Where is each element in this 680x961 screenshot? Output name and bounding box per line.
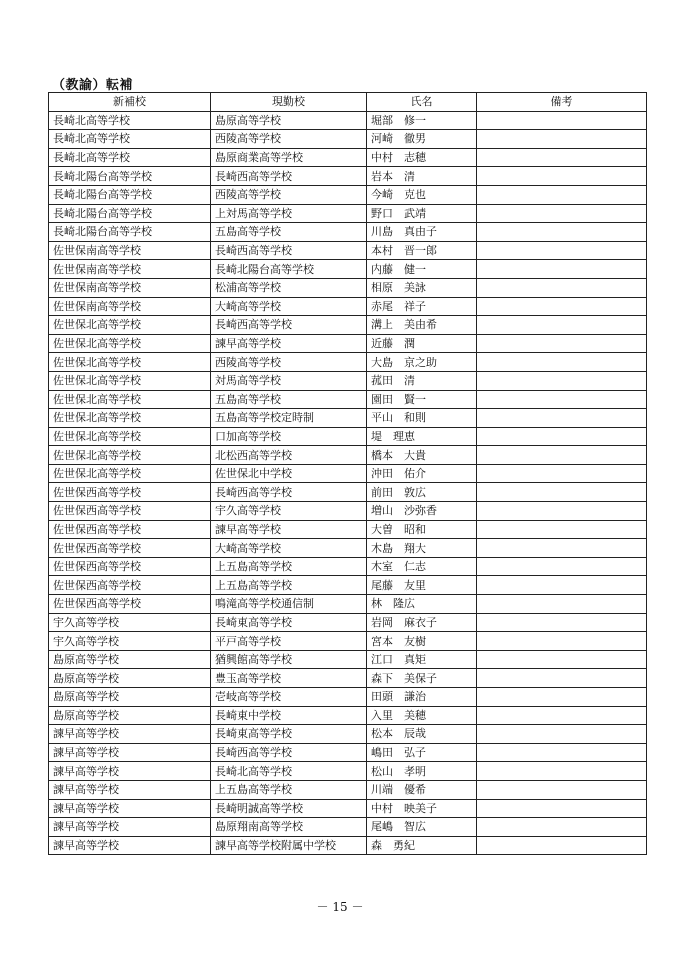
cell-name: 菰田 清	[367, 371, 477, 390]
cell-current-school: 長崎東中学校	[211, 706, 367, 725]
cell-new-school: 諫早高等学校	[49, 799, 211, 818]
cell-new-school: 長崎北陽台高等学校	[49, 204, 211, 223]
cell-remarks	[477, 799, 647, 818]
cell-name: 園田 賢一	[367, 390, 477, 409]
cell-current-school: 西陵高等学校	[211, 185, 367, 204]
cell-name: 大島 京之助	[367, 353, 477, 372]
table-row	[49, 780, 647, 799]
table-row	[49, 371, 647, 390]
cell-remarks	[477, 204, 647, 223]
cell-remarks	[477, 688, 647, 707]
cell-remarks	[477, 241, 647, 260]
cell-name: 松山 孝明	[367, 762, 477, 781]
cell-new-school: 佐世保西高等学校	[49, 520, 211, 539]
cell-remarks	[477, 185, 647, 204]
cell-new-school: 佐世保西高等学校	[49, 539, 211, 558]
cell-name: 中村 映美子	[367, 799, 477, 818]
table-row	[49, 743, 647, 762]
cell-new-school: 佐世保北高等学校	[49, 334, 211, 353]
cell-current-school: 上五島高等学校	[211, 780, 367, 799]
cell-name: 今崎 克也	[367, 185, 477, 204]
table-row	[49, 836, 647, 855]
cell-new-school: 佐世保北高等学校	[49, 390, 211, 409]
cell-current-school: 諫早高等学校	[211, 520, 367, 539]
cell-new-school: 諫早高等学校	[49, 743, 211, 762]
cell-new-school: 佐世保南高等学校	[49, 278, 211, 297]
cell-new-school: 諫早高等学校	[49, 836, 211, 855]
cell-current-school: 上五島高等学校	[211, 557, 367, 576]
cell-current-school: 長崎北高等学校	[211, 762, 367, 781]
cell-name: 江口 真矩	[367, 650, 477, 669]
cell-name: 内藤 健一	[367, 260, 477, 279]
cell-current-school: 長崎西高等学校	[211, 483, 367, 502]
cell-new-school: 島原高等学校	[49, 688, 211, 707]
cell-remarks	[477, 818, 647, 837]
cell-remarks	[477, 725, 647, 744]
cell-name: 中村 志穂	[367, 148, 477, 167]
cell-current-school: 北松西高等学校	[211, 446, 367, 465]
cell-new-school: 佐世保北高等学校	[49, 371, 211, 390]
table-row	[49, 706, 647, 725]
cell-current-school: 西陵高等学校	[211, 130, 367, 149]
table-row	[49, 427, 647, 446]
table-row	[49, 669, 647, 688]
cell-name: 森 勇紀	[367, 836, 477, 855]
cell-remarks	[477, 260, 647, 279]
cell-current-school: 佐世保北中学校	[211, 464, 367, 483]
table-row	[49, 520, 647, 539]
cell-current-school: 宇久高等学校	[211, 502, 367, 521]
cell-new-school: 諫早高等学校	[49, 762, 211, 781]
cell-remarks	[477, 669, 647, 688]
cell-current-school: 諫早高等学校附属中学校	[211, 836, 367, 855]
cell-name: 岩本 清	[367, 167, 477, 186]
cell-name: 尾嶋 智広	[367, 818, 477, 837]
cell-remarks	[477, 148, 647, 167]
cell-remarks	[477, 483, 647, 502]
table-row	[49, 353, 647, 372]
cell-new-school: 佐世保北高等学校	[49, 446, 211, 465]
cell-current-school: 長崎明誠高等学校	[211, 799, 367, 818]
table-row	[49, 576, 647, 595]
cell-new-school: 佐世保南高等学校	[49, 241, 211, 260]
cell-new-school: 諫早高等学校	[49, 780, 211, 799]
cell-new-school: 島原高等学校	[49, 706, 211, 725]
table-row	[49, 390, 647, 409]
cell-name: 野口 武靖	[367, 204, 477, 223]
cell-new-school: 宇久高等学校	[49, 613, 211, 632]
cell-remarks	[477, 780, 647, 799]
cell-new-school: 佐世保北高等学校	[49, 353, 211, 372]
cell-remarks	[477, 297, 647, 316]
cell-current-school: 口加高等学校	[211, 427, 367, 446]
cell-remarks	[477, 409, 647, 428]
cell-remarks	[477, 557, 647, 576]
cell-name: 堤 理恵	[367, 427, 477, 446]
cell-current-school: 平戸高等学校	[211, 632, 367, 651]
cell-remarks	[477, 650, 647, 669]
cell-name: 溝上 美由希	[367, 316, 477, 335]
cell-remarks	[477, 427, 647, 446]
cell-name: 堀部 修一	[367, 111, 477, 130]
cell-name: 木島 翔大	[367, 539, 477, 558]
cell-new-school: 長崎北陽台高等学校	[49, 223, 211, 242]
cell-remarks	[477, 446, 647, 465]
cell-current-school: 長崎北陽台高等学校	[211, 260, 367, 279]
cell-name: 森下 美保子	[367, 669, 477, 688]
section-heading: （教諭）転補	[52, 78, 134, 93]
cell-remarks	[477, 111, 647, 130]
cell-new-school: 長崎北高等学校	[49, 130, 211, 149]
table-row	[49, 483, 647, 502]
table-row	[49, 539, 647, 558]
cell-new-school: 佐世保北高等学校	[49, 316, 211, 335]
cell-new-school: 長崎北高等学校	[49, 148, 211, 167]
cell-remarks	[477, 334, 647, 353]
cell-new-school: 佐世保北高等学校	[49, 464, 211, 483]
cell-current-school: 西陵高等学校	[211, 353, 367, 372]
cell-new-school: 諫早高等学校	[49, 818, 211, 837]
cell-remarks	[477, 167, 647, 186]
cell-name: 嶋田 弘子	[367, 743, 477, 762]
cell-remarks	[477, 613, 647, 632]
cell-new-school: 佐世保北高等学校	[49, 409, 211, 428]
table-row	[49, 799, 647, 818]
cell-name: 沖田 佑介	[367, 464, 477, 483]
cell-remarks	[477, 576, 647, 595]
cell-remarks	[477, 223, 647, 242]
cell-current-school: 壱岐高等学校	[211, 688, 367, 707]
table-row	[49, 613, 647, 632]
cell-remarks	[477, 539, 647, 558]
cell-name: 入里 美穂	[367, 706, 477, 725]
cell-name: 大曽 昭和	[367, 520, 477, 539]
cell-remarks	[477, 762, 647, 781]
table-row	[49, 818, 647, 837]
cell-current-school: 長崎西高等学校	[211, 167, 367, 186]
cell-name: 赤尾 祥子	[367, 297, 477, 316]
cell-new-school: 佐世保西高等学校	[49, 557, 211, 576]
cell-remarks	[477, 464, 647, 483]
cell-new-school: 長崎北高等学校	[49, 111, 211, 130]
cell-new-school: 佐世保西高等学校	[49, 595, 211, 614]
cell-current-school: 諫早高等学校	[211, 334, 367, 353]
cell-new-school: 宇久高等学校	[49, 632, 211, 651]
cell-remarks	[477, 316, 647, 335]
cell-name: 宮本 友樹	[367, 632, 477, 651]
table-row	[49, 725, 647, 744]
table-row	[49, 557, 647, 576]
cell-current-school: 対馬高等学校	[211, 371, 367, 390]
table-row	[49, 130, 647, 149]
cell-remarks	[477, 130, 647, 149]
table-row	[49, 632, 647, 651]
table-row	[49, 260, 647, 279]
table-row	[49, 595, 647, 614]
cell-current-school: 五島高等学校	[211, 390, 367, 409]
cell-current-school: 鳴滝高等学校通信制	[211, 595, 367, 614]
cell-remarks	[477, 353, 647, 372]
page-number: － 15 －	[316, 900, 364, 914]
cell-remarks	[477, 502, 647, 521]
cell-remarks	[477, 278, 647, 297]
cell-name: 林 隆広	[367, 595, 477, 614]
table-row	[49, 204, 647, 223]
cell-name: 田頭 謙治	[367, 688, 477, 707]
table-row	[49, 409, 647, 428]
cell-name: 近藤 潤	[367, 334, 477, 353]
cell-current-school: 島原商業高等学校	[211, 148, 367, 167]
header-current-school: 現勤校	[211, 93, 367, 112]
table-row	[49, 334, 647, 353]
cell-current-school: 上五島高等学校	[211, 576, 367, 595]
cell-name: 河崎 徹男	[367, 130, 477, 149]
cell-remarks	[477, 836, 647, 855]
cell-new-school: 島原高等学校	[49, 650, 211, 669]
cell-name: 岩岡 麻衣子	[367, 613, 477, 632]
cell-current-school: 島原高等学校	[211, 111, 367, 130]
cell-remarks	[477, 632, 647, 651]
cell-current-school: 五島高等学校	[211, 223, 367, 242]
cell-name: 川端 優希	[367, 780, 477, 799]
cell-current-school: 上対馬高等学校	[211, 204, 367, 223]
cell-new-school: 佐世保西高等学校	[49, 576, 211, 595]
table-row	[49, 148, 647, 167]
cell-name: 川島 真由子	[367, 223, 477, 242]
cell-new-school: 佐世保西高等学校	[49, 502, 211, 521]
cell-current-school: 大崎高等学校	[211, 297, 367, 316]
table-row	[49, 688, 647, 707]
table-row	[49, 223, 647, 242]
cell-name: 平山 和則	[367, 409, 477, 428]
cell-current-school: 長崎西高等学校	[211, 241, 367, 260]
table-row	[49, 167, 647, 186]
cell-name: 前田 敦広	[367, 483, 477, 502]
table-row	[49, 241, 647, 260]
cell-new-school: 長崎北陽台高等学校	[49, 185, 211, 204]
cell-new-school: 長崎北陽台高等学校	[49, 167, 211, 186]
cell-name: 本村 晋一郎	[367, 241, 477, 260]
cell-name: 松本 辰哉	[367, 725, 477, 744]
cell-remarks	[477, 706, 647, 725]
cell-new-school: 佐世保南高等学校	[49, 297, 211, 316]
table-row	[49, 502, 647, 521]
cell-current-school: 猶興館高等学校	[211, 650, 367, 669]
cell-name: 橋本 大貴	[367, 446, 477, 465]
cell-new-school: 島原高等学校	[49, 669, 211, 688]
table-row	[49, 185, 647, 204]
cell-name: 相原 美詠	[367, 278, 477, 297]
cell-current-school: 松浦高等学校	[211, 278, 367, 297]
cell-remarks	[477, 743, 647, 762]
cell-new-school: 諫早高等学校	[49, 725, 211, 744]
cell-current-school: 大崎高等学校	[211, 539, 367, 558]
header-remarks: 備考	[477, 93, 647, 112]
cell-new-school: 佐世保北高等学校	[49, 427, 211, 446]
cell-current-school: 長崎東高等学校	[211, 725, 367, 744]
cell-remarks	[477, 390, 647, 409]
table-row	[49, 650, 647, 669]
cell-current-school: 島原翔南高等学校	[211, 818, 367, 837]
cell-remarks	[477, 595, 647, 614]
table-row	[49, 316, 647, 335]
cell-current-school: 豊玉高等学校	[211, 669, 367, 688]
cell-current-school: 長崎西高等学校	[211, 743, 367, 762]
transfer-table	[48, 92, 647, 855]
cell-new-school: 佐世保西高等学校	[49, 483, 211, 502]
cell-name: 木室 仁志	[367, 557, 477, 576]
table-row	[49, 111, 647, 130]
header-new-school: 新補校	[49, 93, 211, 112]
cell-current-school: 長崎西高等学校	[211, 316, 367, 335]
cell-current-school: 長崎東高等学校	[211, 613, 367, 632]
table-row	[49, 446, 647, 465]
cell-remarks	[477, 371, 647, 390]
cell-name: 増山 沙弥香	[367, 502, 477, 521]
cell-new-school: 佐世保南高等学校	[49, 260, 211, 279]
table-row	[49, 762, 647, 781]
table-row	[49, 297, 647, 316]
table-body	[49, 111, 647, 855]
cell-remarks	[477, 520, 647, 539]
header-name: 氏名	[367, 93, 477, 112]
cell-current-school: 五島高等学校定時制	[211, 409, 367, 428]
table-header-row	[49, 93, 647, 112]
table-row	[49, 278, 647, 297]
cell-name: 尾藤 友里	[367, 576, 477, 595]
table-row	[49, 464, 647, 483]
